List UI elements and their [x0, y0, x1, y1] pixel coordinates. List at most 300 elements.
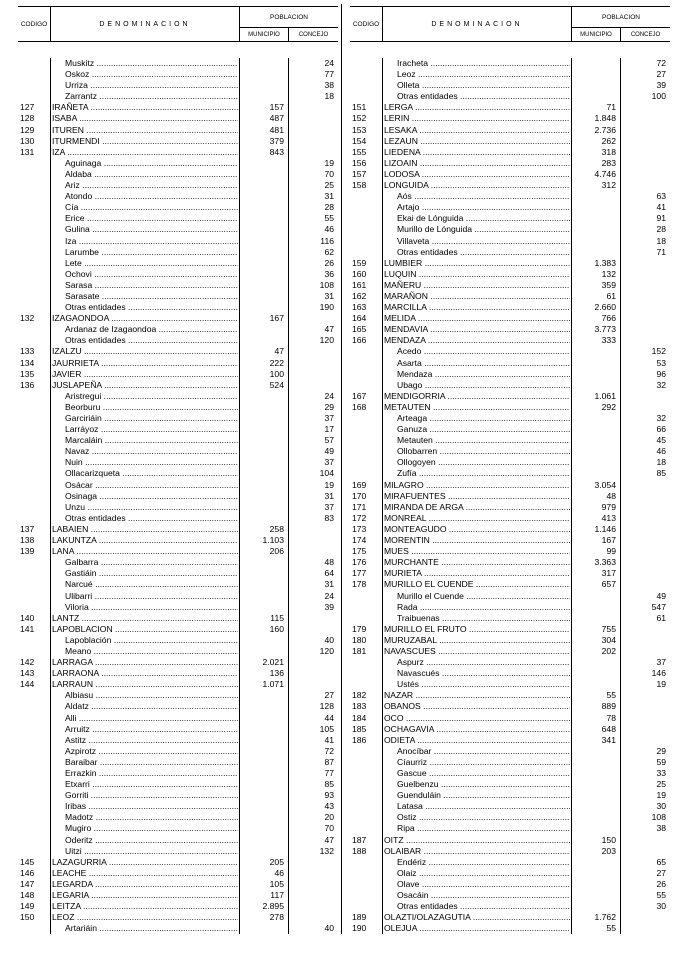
denominacion-cell: Etxarri .....: [65, 779, 238, 790]
municipio-value: 203: [601, 845, 616, 856]
municipality-row: [18, 624, 338, 635]
denominacion-cell: Gastiáin .....: [65, 568, 238, 579]
municipality-row: [350, 713, 670, 724]
municipality-row: [350, 557, 670, 568]
denominacion-cell: ISABA .....: [52, 113, 238, 124]
council-row: [350, 757, 670, 768]
municipality-row: [350, 391, 670, 402]
codigo-cell: 189: [352, 912, 367, 923]
council-row: [18, 335, 338, 346]
concejo-value: 93: [324, 790, 334, 801]
municipio-value: 55: [606, 690, 616, 701]
council-row: [18, 591, 338, 602]
concejo-value: 41: [656, 202, 666, 213]
municipality-row: [350, 136, 670, 147]
council-row: [350, 358, 670, 369]
concejo-value: 120: [319, 645, 334, 656]
concejo-value: 87: [324, 756, 334, 767]
council-row: [18, 602, 338, 613]
denominacion-cell: Artariáin .....: [65, 923, 238, 934]
concejo-value: 49: [324, 446, 334, 457]
denominacion-cell: Mendaza .....: [397, 369, 570, 380]
denominacion-cell: Oskoz .....: [65, 69, 238, 80]
concejo-value: 96: [656, 368, 666, 379]
concejo-value: 29: [656, 745, 666, 756]
municipio-value: 115: [270, 612, 284, 623]
municipality-row: [18, 136, 338, 147]
concejo-value: 27: [656, 69, 666, 80]
council-row: [18, 180, 338, 191]
codigo-cell: 174: [352, 535, 367, 546]
codigo-cell: 143: [20, 668, 35, 679]
codigo-cell: 146: [20, 867, 35, 878]
codigo-cell: 177: [352, 568, 367, 579]
denominacion-cell: Olleta .....: [397, 80, 570, 91]
denominacion-cell: LERIN .....: [384, 113, 570, 124]
municipality-row: [350, 635, 670, 646]
denominacion-cell: MENDIGORRIA .....: [384, 391, 570, 402]
municipality-row: [18, 546, 338, 557]
denominacion-cell: Aristregui .....: [65, 391, 238, 402]
codigo-cell: 136: [20, 379, 35, 390]
concejo-value: 30: [656, 801, 666, 812]
council-row: [350, 591, 670, 602]
municipio-value: 47: [274, 346, 284, 357]
municipio-value: 524: [269, 379, 284, 390]
header-codigo: CODIGO: [350, 7, 383, 41]
municipality-row: [18, 901, 338, 912]
denominacion-cell: Mugiro .....: [65, 823, 238, 834]
concejo-value: 72: [324, 745, 334, 756]
concejo-value: 31: [324, 579, 334, 590]
denominacion-cell: LEACHE .....: [52, 868, 238, 879]
denominacion-cell: MURCHANTE .....: [384, 557, 570, 568]
codigo-cell: 176: [352, 557, 367, 568]
denominacion-cell: IZALZU .....: [52, 346, 238, 357]
denominacion-cell: Gorriti .....: [65, 790, 238, 801]
codigo-cell: 149: [20, 901, 35, 912]
codigo-cell: 130: [20, 135, 35, 146]
municipality-row: [18, 613, 338, 624]
denominacion-cell: Garciriáin .....: [65, 413, 238, 424]
denominacion-cell: Murillo el Cuende .....: [397, 591, 570, 602]
municipality-row: [350, 701, 670, 712]
codigo-cell: 159: [352, 257, 367, 268]
codigo-cell: 188: [352, 845, 367, 856]
codigo-cell: 139: [20, 546, 35, 557]
council-row: [18, 269, 338, 280]
council-row: [18, 446, 338, 457]
council-row: [350, 435, 670, 446]
council-row: [18, 790, 338, 801]
council-row: [350, 413, 670, 424]
denominacion-cell: LEGARIA .....: [52, 890, 238, 901]
concejo-value: 24: [324, 390, 334, 401]
concejo-value: 38: [656, 823, 666, 834]
denominacion-cell: Lapoblación .....: [65, 635, 238, 646]
council-row: [350, 380, 670, 391]
council-row: [350, 213, 670, 224]
concejo-value: 24: [324, 58, 334, 68]
denominacion-cell: MUES .....: [384, 546, 570, 557]
concejo-value: 146: [651, 668, 666, 679]
council-row: [350, 779, 670, 790]
denominacion-cell: Ariz .....: [65, 180, 238, 191]
concejo-value: 49: [656, 590, 666, 601]
denominacion-cell: LUQUIN .....: [384, 269, 570, 280]
denominacion-cell: JUSLAPEÑA .....: [52, 380, 238, 391]
municipio-value: 117: [270, 890, 284, 901]
table-body: [18, 58, 338, 934]
council-row: [18, 236, 338, 247]
concejo-value: 71: [656, 246, 666, 257]
municipality-row: [18, 524, 338, 535]
denominacion-cell: Oderitz .....: [65, 835, 238, 846]
codigo-cell: 175: [352, 546, 367, 557]
concejo-value: 37: [656, 657, 666, 668]
codigo-cell: 186: [352, 734, 367, 745]
municipio-value: 1.848: [594, 113, 616, 124]
council-row: [18, 513, 338, 524]
municipality-row: [18, 125, 338, 136]
concejo-value: 77: [324, 768, 334, 778]
council-row: [350, 879, 670, 890]
council-row: [18, 835, 338, 846]
codigo-cell: 158: [352, 180, 367, 191]
municipality-row: [350, 502, 670, 513]
municipality-row: [18, 657, 338, 668]
denominacion-cell: Ekai de Lónguida .....: [397, 213, 570, 224]
municipio-value: 48: [606, 490, 616, 501]
denominacion-cell: Errazkin .....: [65, 768, 238, 779]
denominacion-cell: MURUZABAL .....: [384, 635, 570, 646]
denominacion-cell: Ganuza .....: [397, 424, 570, 435]
municipio-value: 167: [601, 535, 616, 546]
municipality-row: [18, 113, 338, 124]
codigo-cell: 137: [20, 523, 35, 534]
municipality-row: [18, 147, 338, 158]
municipality-row: [350, 302, 670, 313]
council-row: [18, 579, 338, 590]
council-row: [18, 247, 338, 258]
concejo-value: 31: [324, 490, 334, 501]
denominacion-cell: Olave .....: [397, 879, 570, 890]
concejo-value: 25: [656, 779, 666, 790]
concejo-value: 26: [324, 257, 334, 268]
codigo-cell: 145: [20, 856, 35, 867]
codigo-cell: 180: [352, 634, 367, 645]
denominacion-cell: MARCILLA .....: [384, 302, 570, 313]
council-row: [18, 846, 338, 857]
denominacion-cell: OLEJUA .....: [384, 923, 570, 934]
council-row: [18, 91, 338, 102]
municipio-value: 2.736: [594, 124, 616, 135]
codigo-cell: 140: [20, 612, 35, 623]
codigo-cell: 171: [352, 501, 367, 512]
denominacion-cell: Aspurz .....: [397, 657, 570, 668]
council-row: [350, 668, 670, 679]
municipio-value: 157: [269, 102, 284, 113]
concejo-value: 27: [324, 690, 334, 701]
concejo-value: 18: [324, 91, 334, 102]
concejo-value: 19: [324, 479, 334, 490]
municipio-value: 312: [601, 180, 616, 191]
municipio-value: 46: [274, 867, 284, 878]
codigo-cell: 169: [352, 479, 367, 490]
denominacion-cell: IRAÑETA .....: [52, 102, 238, 113]
municipality-row: [350, 102, 670, 113]
denominacion-cell: LANTZ .....: [52, 613, 238, 624]
municipio-value: 167: [269, 313, 284, 324]
concejo-value: 65: [656, 856, 666, 867]
denominacion-cell: Endériz .....: [397, 857, 570, 868]
council-row: [350, 868, 670, 879]
denominacion-cell: Erice .....: [65, 213, 238, 224]
denominacion-cell: ITUREN .....: [52, 125, 238, 136]
denominacion-cell: Asarta .....: [397, 358, 570, 369]
codigo-cell: 155: [352, 146, 367, 157]
municipality-row: [350, 180, 670, 191]
codigo-cell: 131: [20, 146, 35, 157]
denominacion-cell: Otras entidades .....: [397, 901, 570, 912]
council-row: [350, 468, 670, 479]
concejo-value: 91: [656, 213, 666, 224]
codigo-cell: 190: [352, 923, 367, 934]
municipio-value: 648: [601, 723, 616, 734]
concejo-value: 30: [656, 901, 666, 912]
denominacion-cell: Anocíbar .....: [397, 746, 570, 757]
concejo-value: 47: [324, 834, 334, 845]
denominacion-cell: Zufía .....: [397, 468, 570, 479]
municipio-value: 2.895: [262, 901, 284, 912]
municipio-value: 78: [606, 712, 616, 723]
codigo-cell: 156: [352, 157, 367, 168]
council-row: [350, 768, 670, 779]
concejo-value: 28: [324, 202, 334, 213]
denominacion-cell: OCHAGAVIA .....: [384, 724, 570, 735]
codigo-cell: 135: [20, 368, 35, 379]
denominacion-cell: LARRAGA .....: [52, 657, 238, 668]
council-row: [18, 757, 338, 768]
municipio-value: 1.061: [594, 390, 616, 401]
codigo-cell: 144: [20, 679, 35, 690]
council-row: [18, 391, 338, 402]
concejo-value: 25: [324, 180, 334, 191]
municipality-row: [18, 912, 338, 923]
municipality-row: [350, 735, 670, 746]
municipio-value: 379: [269, 135, 284, 146]
concejo-value: 190: [319, 302, 334, 313]
council-row: [18, 69, 338, 80]
codigo-cell: 157: [352, 168, 367, 179]
council-row: [18, 224, 338, 235]
council-row: [350, 424, 670, 435]
municipio-value: 71: [606, 102, 616, 113]
denominacion-cell: Murillo de Lónguida .....: [397, 224, 570, 235]
denominacion-cell: MILAGRO .....: [384, 480, 570, 491]
council-row: [18, 635, 338, 646]
concejo-value: 27: [656, 867, 666, 878]
council-row: [350, 369, 670, 380]
council-row: [18, 746, 338, 757]
council-row: [350, 191, 670, 202]
codigo-cell: 162: [352, 290, 367, 301]
municipality-row: [18, 890, 338, 901]
council-row: [350, 901, 670, 912]
municipality-row: [350, 524, 670, 535]
concejo-value: 100: [651, 91, 666, 102]
council-row: [18, 80, 338, 91]
denominacion-cell: MIRAFUENTES .....: [384, 491, 570, 502]
denominacion-cell: Navascués .....: [397, 668, 570, 679]
codigo-cell: 167: [352, 390, 367, 401]
denominacion-cell: LUMBIER .....: [384, 258, 570, 269]
municipality-row: [18, 857, 338, 868]
denominacion-cell: Iribas .....: [65, 801, 238, 812]
concejo-value: 39: [324, 601, 334, 612]
denominacion-cell: MONREAL .....: [384, 513, 570, 524]
council-row: [18, 58, 338, 69]
denominacion-cell: ITURMENDI .....: [52, 136, 238, 147]
concejo-value: 40: [324, 634, 334, 645]
concejo-value: 70: [324, 168, 334, 179]
council-row: [350, 224, 670, 235]
concejo-value: 57: [324, 435, 334, 446]
municipio-value: 657: [601, 579, 616, 590]
council-row: [350, 679, 670, 690]
denominacion-cell: LIZOAIN .....: [384, 158, 570, 169]
header-poblacion: POBLACION: [240, 7, 338, 28]
municipality-row: [18, 879, 338, 890]
council-row: [350, 247, 670, 258]
concejo-value: 83: [324, 512, 334, 523]
codigo-cell: 164: [352, 313, 367, 324]
concejo-value: 28: [656, 224, 666, 235]
codigo-cell: 179: [352, 623, 367, 634]
council-row: [350, 613, 670, 624]
municipio-value: 292: [601, 401, 616, 412]
municipio-value: 2.660: [594, 302, 616, 313]
concejo-value: 59: [656, 756, 666, 767]
council-row: [18, 701, 338, 712]
municipio-value: 205: [269, 856, 284, 867]
concejo-value: 85: [324, 779, 334, 790]
denominacion-cell: Galbarra .....: [65, 557, 238, 568]
municipality-row: [18, 868, 338, 879]
concejo-value: 105: [319, 723, 334, 734]
concejo-value: 72: [656, 58, 666, 68]
council-row: [18, 779, 338, 790]
council-row: [18, 457, 338, 468]
municipio-value: 304: [601, 634, 616, 645]
municipio-value: 1.071: [262, 679, 284, 690]
concejo-value: 17: [324, 424, 334, 435]
denominacion-cell: Ollogoyen .....: [397, 457, 570, 468]
municipio-value: 1.146: [594, 523, 616, 534]
council-row: [18, 480, 338, 491]
municipio-value: 3.363: [594, 557, 616, 568]
denominacion-cell: LABAIEN .....: [52, 524, 238, 535]
council-row: [18, 724, 338, 735]
codigo-cell: 127: [20, 102, 35, 113]
concejo-value: 36: [324, 268, 334, 279]
denominacion-cell: Osácar .....: [65, 480, 238, 491]
header-concejo: CONCEJO: [630, 31, 661, 38]
denominacion-cell: LEOZ .....: [52, 912, 238, 923]
council-row: [18, 291, 338, 302]
municipality-row: [18, 346, 338, 357]
concejo-value: 55: [656, 890, 666, 901]
denominacion-cell: Viloria .....: [65, 602, 238, 613]
header-municipio: MUNICIPIO: [572, 28, 621, 41]
codigo-cell: 142: [20, 657, 35, 668]
municipio-value: 160: [269, 623, 284, 634]
denominacion-cell: Nuin .....: [65, 457, 238, 468]
council-row: [18, 280, 338, 291]
codigo-cell: 185: [352, 723, 367, 734]
denominacion-cell: Arruitz .....: [65, 724, 238, 735]
council-row: [18, 468, 338, 479]
denominacion-cell: Ostiz .....: [397, 812, 570, 823]
denominacion-cell: MURILLO EL FRUTO .....: [384, 624, 570, 635]
council-row: [18, 801, 338, 812]
header-concejo: CONCEJO: [298, 31, 329, 38]
municipality-row: [350, 491, 670, 502]
municipio-value: 206: [269, 546, 284, 557]
municipality-row: [350, 923, 670, 934]
concejo-value: 61: [656, 612, 666, 623]
council-row: [350, 457, 670, 468]
municipality-row: [350, 324, 670, 335]
concejo-value: 47: [324, 324, 334, 335]
denominacion-cell: IZAGAONDOA .....: [52, 313, 238, 324]
concejo-value: 77: [324, 69, 334, 80]
council-row: [350, 857, 670, 868]
denominacion-cell: LODOSA .....: [384, 169, 570, 180]
denominacion-cell: Albiasu .....: [65, 690, 238, 701]
denominacion-cell: LARRAUN .....: [52, 679, 238, 690]
municipio-value: 413: [601, 512, 616, 523]
denominacion-cell: Iracheta .....: [397, 58, 570, 69]
denominacion-cell: MURILLO EL CUENDE .....: [384, 579, 570, 590]
concejo-value: 33: [656, 768, 666, 778]
municipality-row: [18, 313, 338, 324]
denominacion-cell: Zarrantz .....: [65, 91, 238, 102]
municipio-value: 333: [601, 335, 616, 346]
municipality-row: [350, 113, 670, 124]
concejo-value: 32: [656, 413, 666, 423]
council-row: [350, 890, 670, 901]
municipality-row: [350, 269, 670, 280]
codigo-cell: 141: [20, 623, 35, 634]
municipio-value: 258: [269, 523, 284, 534]
municipality-row: [350, 724, 670, 735]
municipio-value: 481: [269, 124, 284, 135]
codigo-cell: 153: [352, 124, 367, 135]
denominacion-cell: JAURRIETA .....: [52, 358, 238, 369]
council-row: [350, 790, 670, 801]
denominacion-cell: Ripa .....: [397, 823, 570, 834]
municipality-row: [18, 358, 338, 369]
municipio-value: 283: [601, 157, 616, 168]
denominacion-cell: Otras entidades .....: [65, 513, 238, 524]
council-row: [350, 69, 670, 80]
denominacion-cell: LARRAONA .....: [52, 668, 238, 679]
municipio-value: 222: [269, 357, 284, 368]
municipio-value: 61: [606, 290, 616, 301]
denominacion-cell: Cíaurriz .....: [397, 757, 570, 768]
municipality-row: [18, 380, 338, 391]
